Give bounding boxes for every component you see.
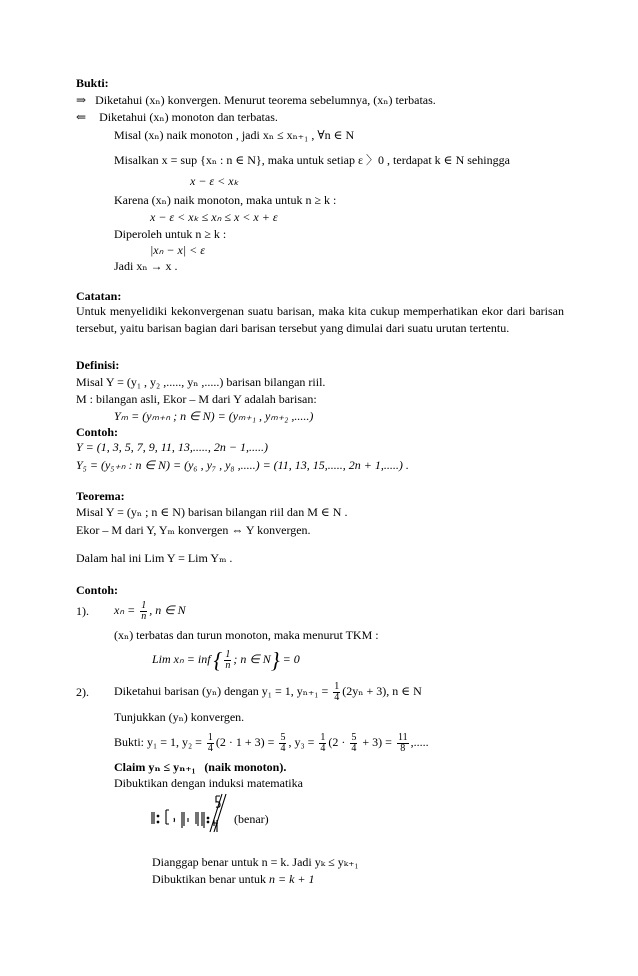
bukti-line-1-text: Diketahui (xₙ) konvergen. Menurut teorema sebelumnya, (xₙ) terbatas. [95,93,436,107]
example-2-tunjukkan: Tunjukkan (yₙ) konvergen. [114,710,245,724]
example-1-formula-rhs: , n ∈ N [149,603,186,617]
example-1-limit: Lim xₙ = inf { $\frac{1}{n}$ ; n ∈ N} = 0 [152,647,300,673]
teorema-heading: Teorema: [76,489,125,503]
example-2-bukti-frac4-den: 4 [351,742,357,754]
example-2-bukti-frac1-den: 4 [207,742,213,754]
teorema-line-2: Ekor – M dari Y, Yₘ konvergen ⇔ Y konvergen. [76,523,311,537]
bukti-line-2 [76,110,278,124]
example-1-number: 1). [76,604,89,618]
definisi-heading: Definisi: [76,358,120,372]
example-2-number: 2). [76,685,89,699]
bukti-line-6: Karena (xₙ) naik monoton, maka untuk n ≥ k : [114,193,337,207]
example-2-definition-rhs: (2yₙ + 3), n ∈ N [342,684,422,698]
example-1-frac-den: n [141,610,147,622]
example-1-formula-lhs: xₙ = [114,603,139,617]
contoh-heading-2: Contoh: [76,583,119,597]
example-1-frac-num: 1 [141,599,147,611]
bukti-line-10: Jadi xₙ → x . [114,259,178,273]
bukti-line-8: Diperoleh untuk n ≥ k : [114,227,227,241]
example-2-claim [114,760,286,774]
example-2-bukti [114,730,429,754]
contoh-heading-1: Contoh: [76,425,119,439]
bukti-line-2-text: Diketahui (xₙ) monoton dan terbatas. [99,110,278,124]
example-2-bukti-frac2-num: 5 [280,731,286,743]
induction-base-formula-scribble [150,790,240,838]
catatan-text: Untuk menyelidiki kekonvergenan suatu barisan, maka kita cukup memperhatikan ekor dari barisan tersebut, yaitu barisan bagian dari barisan tersebut yang dimulai dari suatu urutan tertentu. [76,304,564,335]
example-2-dibuktikan-expr: n = k + 1 [268,872,315,886]
bukti-line-3: Misal (xₙ) naik monoton , jadi xₙ ≤ xₙ₊₁ , ∀n ∈ N [114,128,355,142]
implies-icon: ⇒ [76,93,87,107]
example-2-bukti-frac1-num: 1 [207,731,213,743]
example-2-dibuktikan-text: Dibuktikan benar untuk [152,872,269,886]
implied-by-icon: ⇐ [76,110,87,124]
teorema-line-3: Dalam hal ini Lim Y = Lim Yₘ . [76,551,233,565]
example-1-text: (xₙ) terbatas dan turun monoton, maka menurut TKM : [114,628,379,642]
example-2-benar: (benar) [234,812,269,826]
contoh-line-1: Y = (1, 3, 5, 7, 9, 11, 13,....., 2n − 1,.....) [76,440,268,454]
bukti-line-7: x − ε < xₖ ≤ xₙ ≤ x < x + ε [150,210,278,224]
contoh-line-2: Y₅ = (y₅₊ₙ : n ∈ N) = (y₆ , y₇ , y₈ ,.....) = (11, 13, 15,....., 2n + 1,.....) . [76,458,409,472]
example-2-induksi: Dibuktikan dengan induksi matematika [114,776,303,790]
definisi-line-3: Yₘ = (yₘ₊ₙ ; n ∈ N) = (yₘ₊₁ , yₘ₊₂ ,.....) [114,409,314,423]
bukti-line-4: Misalkan x = sup {xₙ : n ∈ N}, maka untuk setiap ε 〉0 , terdapat k ∈ N sehingga [114,153,510,167]
example-1-formula [114,600,186,622]
example-2-dibuktikan [152,872,315,886]
example-1-limit-set: ; n ∈ N [233,652,271,666]
definisi-line-1: Misal Y = (y₁ , y₂ ,....., yₙ ,.....) barisan bilangan riil. [76,375,326,389]
example-1-limit-lhs: Lim xₙ = inf [152,652,211,666]
bukti-heading: Bukti: [76,76,109,90]
example-2-bukti-c: , y₃ = [288,735,318,749]
example-2-bukti-frac2-den: 4 [280,742,286,754]
example-2-bukti-frac5-num: 11 [397,731,408,743]
example-2-bukti-frac5-den: 8 [400,742,406,754]
example-2-definition [114,680,422,703]
example-2-bukti-frac4-num: 5 [351,731,357,743]
bukti-line-5: x − ε < xₖ [190,174,239,188]
example-2-frac-num: 1 [334,680,340,692]
teorema-line-1: Misal Y = (yₙ ; n ∈ N) barisan bilangan riil dan M ∈ N . [76,505,348,519]
bukti-line-9: |xₙ − x| < ε [150,243,205,257]
definisi-line-2: M : bilangan asli, Ekor – M dari Y adalah barisan: [76,392,317,406]
example-2-bukti-frac3-num: 1 [320,731,326,743]
example-1-limit-result: = 0 [282,652,300,666]
catatan-heading: Catatan: [76,289,122,303]
example-2-claim-statement: Claim yₙ ≤ yₙ₊₁ [114,760,196,774]
example-1-limit-frac-num: 1 [225,648,231,660]
example-2-anggap: Dianggap benar untuk n = k. Jadi yₖ ≤ yₖ₊₁ [152,855,359,869]
example-2-bukti-d: (2 · [328,735,349,749]
example-2-bukti-f: ,..... [410,735,429,749]
example-2-bukti-e: + 3) = [359,735,395,749]
example-2-bukti-frac3-den: 4 [320,742,326,754]
example-2-definition-lhs: Diketahui barisan (yₙ) dengan y₁ = 1, yₙ₊₁ = [114,684,332,698]
example-2-claim-note: (naik monoton). [204,760,287,774]
example-2-bukti-a: Bukti: y₁ = 1, y₂ = [114,735,205,749]
example-2-bukti-b: (2 · 1 + 3) = [215,735,278,749]
bukti-line-1 [76,93,436,107]
example-2-frac-den: 4 [334,691,340,703]
example-1-limit-frac-den: n [225,659,231,671]
